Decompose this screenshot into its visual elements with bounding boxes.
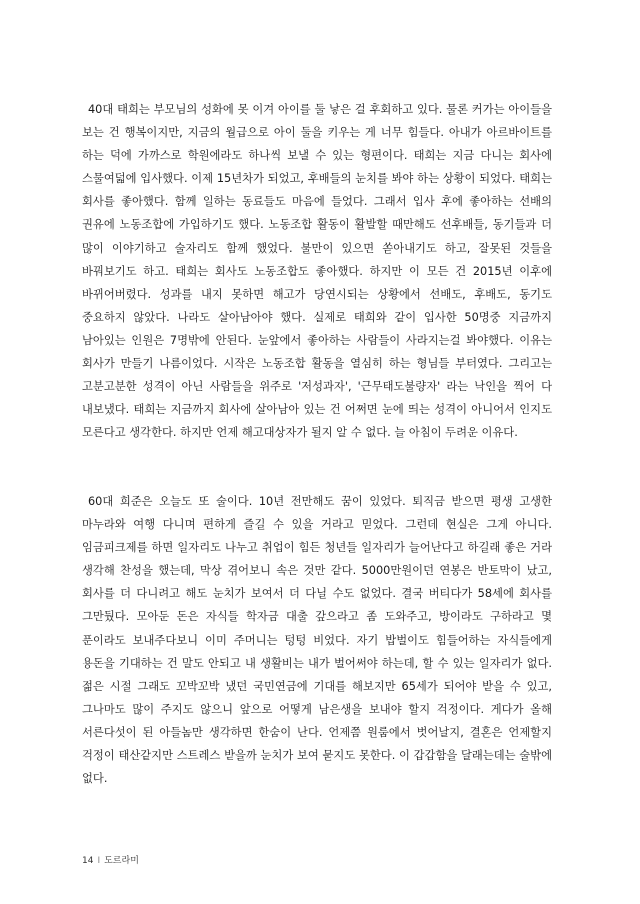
footer-separator: I	[97, 856, 101, 866]
publication-name: 도르라미	[104, 856, 139, 866]
body-paragraph: 40대 태희는 부모님의 성화에 못 이겨 아이를 둘 낳은 걸 후회하고 있다. 물론 커가는 아이들을 보는 건 행복이지만, 지금의 월급으로 아이 둘을 키우는 게 너무 힘들다. 아내가 아르바이트를 하는 덕에 가까스로 학원에라도 하나씩 보낼 수 있는 형편이다. 태희는 지금 다니는 회사에 스물여덟에 입사했다. 이제 15년차가 되었고, 후배들의 눈치를 봐야 하는 상황이 되었다. 태희는 회사를 좋아했다. 함께 일하는 동료들도 마음에 들었다. 그래서 입사 후에 좋아하는 선배의 권유에 노동조합에 가입하기도 했다. 노동조합 활동이 활발할 때만해도 선후배들, 동기들과 더 많이 이야기하고 술자리도 함께 했었다. 불만이 있으면 쏟아내기도 하고, 잘못된 것들을 바꿔보기도 하고. 태희는 회사도 노동조합도 좋아했다. 하지만 이 모든 건 2015년 이후에 바뀌어버렸다. 성과를 내지 못하면 해고가 당연시되는 상황에서 선배도, 후배도, 동기도 중요하지 않았다. 나라도 살아남아야 했다. 실제로 태희와 같이 입사한 50명중 지금까지 남아있는 인원은 7명밖에 안된다. 눈앞에서 좋아하는 사람들이 사라지는걸 봐야했다. 이유는 회사가 만들기 나름이었다. 시작은 노동조합 활동을 열심히 하는 형님들 부터였다. 그리고는 고분고분한 성격이 아닌 사람들을 위주로 '저성과자', '근무태도불량자' 라는 낙인을 찍어 다 내보냈다. 태희는 지금까지 회사에 살아남아 있는 건 어쩌면 눈에 띄는 성격이 아니어서 인지도 모른다고 생각한다. 하지만 언제 해고대상자가 될지 알 수 없다. 늘 아침이 두려운 이유다.	[82, 103, 552, 440]
body-paragraph: 60대 희준은 오늘도 또 술이다. 10년 전만해도 꿈이 있었다. 퇴직금 받으면 평생 고생한 마누라와 여행 다니며 편하게 즐길 수 있을 거라고 믿었다. 그런데 현실은 그게 아니다. 임금피크제를 하면 일자리도 나누고 취업이 힘든 청년들 일자리가 늘어난다고 하길래 좋은 거라 생각해 찬성을 했는데, 막상 겪어보니 속은 것만 같다. 5000만원이던 연봉은 반토막이 났고, 회사를 더 다니려고 해도 눈치가 보여서 더 다닐 수도 없었다. 결국 버티다가 58세에 회사를 그만뒀다. 모아둔 돈은 자식들 학자금 대출 갚으라고 좀 도와주고, 방이라도 구하라고 몇 푼이라도 보내주다보니 이미 주머니는 텅텅 비었다. 자기 밥벌이도 힘들어하는 자식들에게 용돈을 기대하는 건 말도 안되고 내 생활비는 내가 벌어써야 하는데, 할 수 있는 일자리가 없다. 젊은 시절 그래도 꼬박꼬박 냈던 국민연금에 기대를 해보지만 65세가 되어야 받을 수 있고, 그나마도 많이 주지도 않으니 앞으로 어떻게 남은생을 보내야 할지 걱정이다. 게다가 올해 서른다섯이 된 아들놈만 생각하면 한숨이 난다. 언제쯤 원룸에서 벗어날지, 결혼은 언제할지 걱정이 태산같지만 스트레스 받을까 눈치가 보여 묻지도 못한다. 이 갑갑함을 달래는데는 술밖에 없다.	[82, 495, 552, 786]
page-footer	[82, 853, 139, 866]
page-number: 14	[82, 856, 94, 866]
